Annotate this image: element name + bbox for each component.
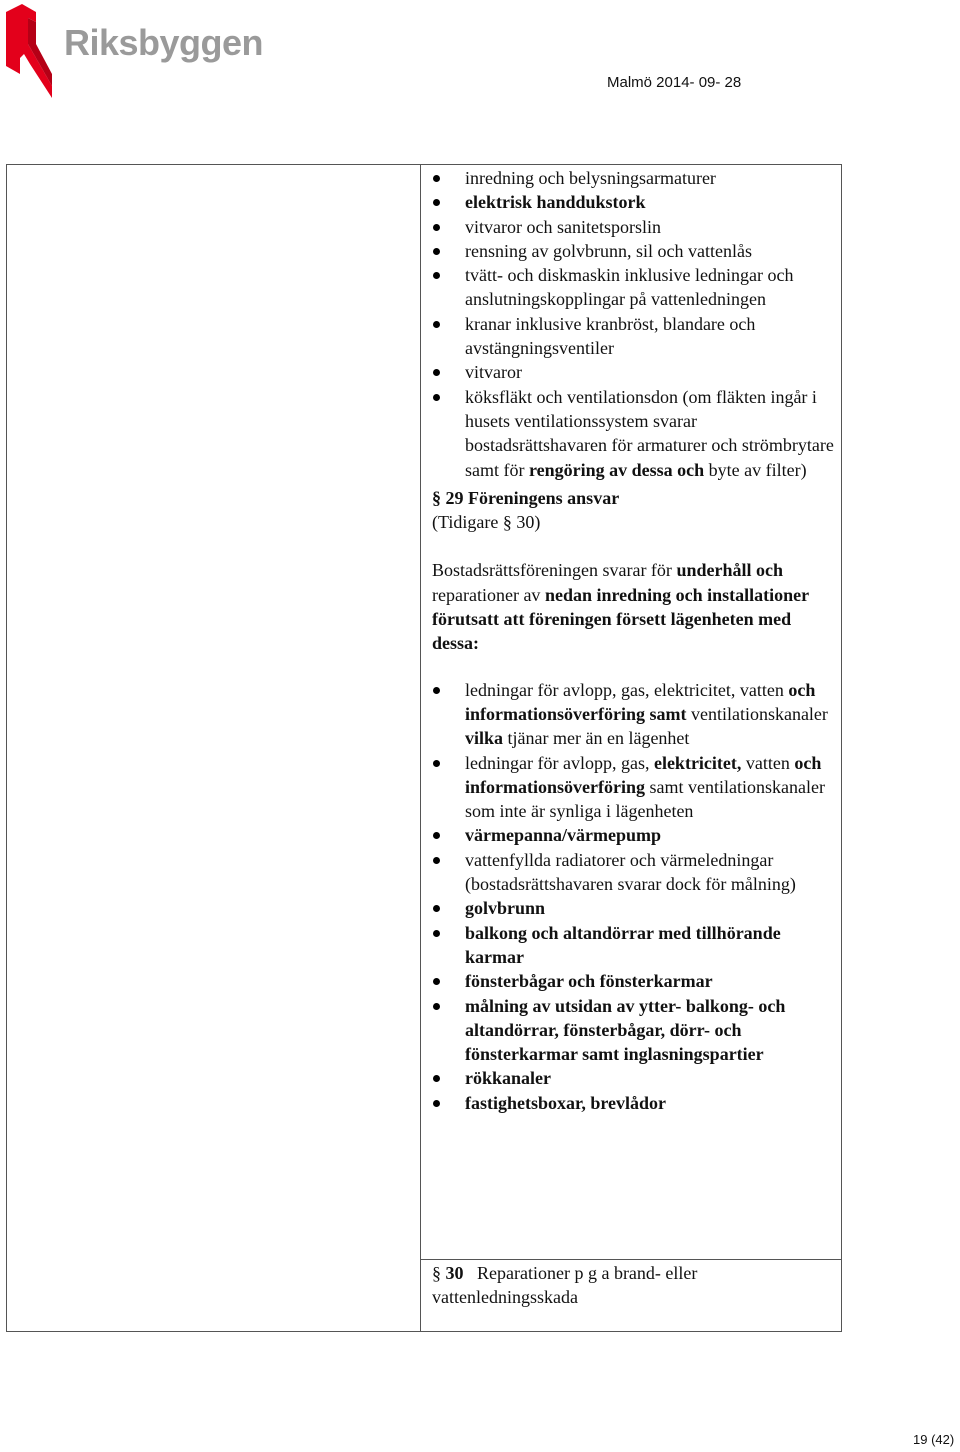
list-item — [432, 239, 837, 263]
text-run: Bostadsrättsföreningen svarar för — [432, 560, 677, 581]
paragraph-symbol: § — [432, 487, 441, 508]
list-item — [432, 215, 837, 239]
list-item — [432, 678, 837, 751]
list-item — [432, 994, 837, 1067]
text-run: värmepanna/värmepump — [465, 825, 662, 846]
text-run: vitvaror och sanitetsporslin — [465, 216, 661, 237]
section-29-heading — [432, 486, 837, 510]
list-item — [432, 263, 837, 312]
text-run: vatten — [741, 752, 795, 773]
text-run: golvbrunn — [465, 898, 546, 919]
list-item — [432, 360, 837, 384]
responsibility-list-association — [432, 678, 837, 1115]
list-item — [432, 385, 837, 482]
text-run: rökkanaler — [465, 1068, 552, 1089]
list-item — [432, 969, 837, 993]
section-30-title: Reparationer p g a brand- eller vattenledningsskada — [432, 1263, 698, 1308]
text-run: ledningar för avlopp, gas, — [465, 752, 654, 773]
brand-name: Riksbyggen — [64, 22, 264, 63]
text-run: byte av filter) — [704, 459, 807, 480]
text-run: vattenfyllda radiatorer och värmeledningar (bostadsrättshavaren svarar dock för målning) — [465, 849, 796, 895]
list-item — [432, 848, 837, 897]
page-number: 19 (42) — [913, 1432, 955, 1447]
section-30-cell — [432, 1261, 832, 1310]
text-run: inredning och belysningsarmaturer — [465, 168, 716, 188]
document-date: Malmö 2014- 09- 28 — [607, 74, 742, 91]
text-run: rensning av golvbrunn, sil och vattenlås — [465, 240, 752, 261]
text-run: underhåll och — [676, 560, 783, 581]
text-run: fönsterbågar och fönsterkarmar — [465, 971, 713, 992]
right-column — [432, 166, 837, 1115]
section-29-title: 29 Föreningens ansvar — [445, 487, 620, 508]
text-run: vilka — [465, 728, 504, 749]
list-item — [432, 823, 837, 847]
list-item — [432, 166, 837, 190]
text-run: målning av utsidan av ytter- balkong- och altandörrar, fönsterbågar, dörr- och fönsterkarmar samt inglasningspartier — [465, 995, 786, 1065]
text-run: köksfläkt och ventilationsdon (om fläkten ingår i husets ventilationssystem svarar bostadsrättshavaren för armaturer och strömbrytare samt för — [465, 386, 834, 480]
list-item — [432, 1091, 837, 1115]
list-item — [432, 312, 837, 361]
text-run: elektrisk handdukstork — [465, 192, 646, 213]
paragraph-symbol: § — [432, 1263, 441, 1283]
text-run: ventilationskanaler — [686, 703, 828, 724]
list-item — [432, 1066, 837, 1090]
riksbyggen-logo-mark-icon — [6, 4, 58, 100]
text-run: nedan inredning och installationer förutsatt att föreningen försett lägenheten med dessa: — [432, 584, 809, 654]
column-divider — [420, 164, 421, 1332]
list-item — [432, 190, 837, 214]
text-run: fastighetsboxar, brevlådor — [465, 1092, 667, 1113]
text-run: samt ventilationskanaler som inte är synliga i lägenheten — [465, 776, 825, 822]
section-29-previous: (Tidigare § 30) — [432, 512, 541, 533]
text-run: och informationsöverföring samt — [465, 679, 816, 724]
text-run: tjänar mer än en lägenhet — [503, 728, 690, 749]
text-run: reparationer av — [432, 584, 545, 605]
list-item — [432, 896, 837, 920]
row-divider — [420, 1259, 842, 1260]
list-item — [432, 751, 837, 824]
responsibility-list-tenant — [432, 166, 837, 482]
text-run: och informationsöverföring — [465, 752, 822, 797]
text-run: elektricitet, — [653, 752, 742, 773]
text-run: tvätt- och diskmaskin inklusive ledningar och anslutningskopplingar på vattenledningen — [465, 265, 794, 310]
section-30-heading — [432, 1261, 832, 1310]
text-run: ledningar för avlopp, gas, elektricitet, vatten — [465, 679, 789, 700]
section-30-number: 30 — [445, 1263, 464, 1283]
text-run: vitvaror — [465, 362, 522, 383]
text-run: kranar inklusive kranbröst, blandare och avstängningsventiler — [465, 313, 756, 359]
text-run: balkong och altandörrar med tillhörande karmar — [465, 922, 781, 967]
section-29-intro — [432, 558, 837, 655]
list-item — [432, 921, 837, 970]
text-run: rengöring av dessa och — [528, 459, 705, 480]
